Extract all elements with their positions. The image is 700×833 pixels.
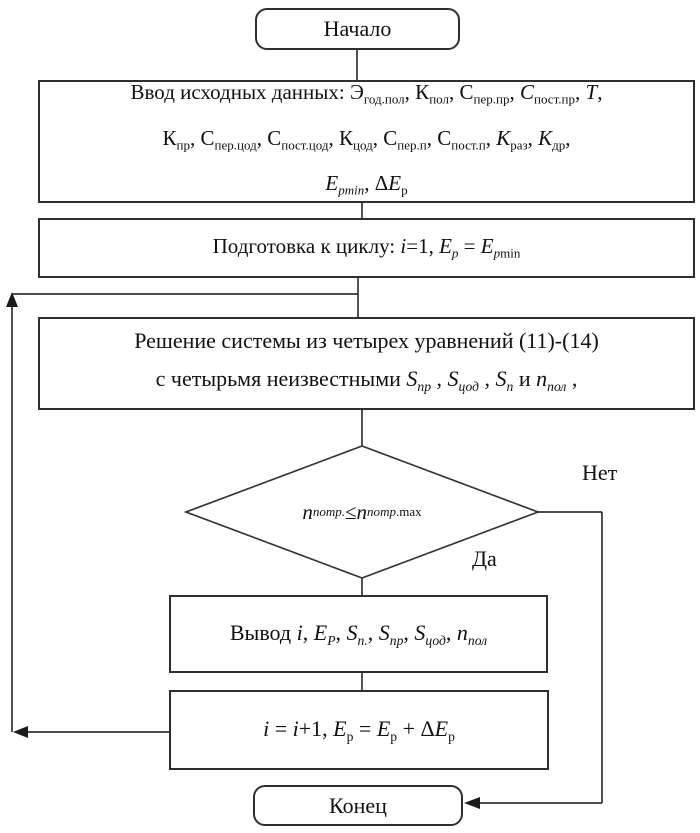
prep-process-box [38,218,695,278]
solve-process-box [38,317,695,410]
output-process-box [169,595,548,673]
prep-text: Подготовка к циклу: i=1, $E_p = E_{pmin}$ [212,234,521,261]
start-terminator [255,8,460,50]
input-process-box [38,80,695,203]
increment-text: i = i+1, $E_р = E_р + \Delta E_р$ [263,715,455,744]
input-line-1: Ввод исходных данных: $Э_{год.пол}$, $К_{пол}$, $С_{пер.пр}$, $С_{пост.пр}$, T, [130,80,603,107]
output-text: Вывод i, $E_P$, $S_{п.}$, $S_{пр}$, $S_{цод}$, $n_{пол}$ [229,619,488,648]
input-line-3: $E_{pmin}$, $\Delta E_р$ [325,171,408,198]
solve-line-1: Решение системы из четырех уравнений (11)-(14) [134,327,599,353]
increment-process-box [169,690,549,770]
arrowhead-feedback-left [13,726,28,738]
edge-label-yes: Да [472,546,497,571]
edge-label-no: Нет [582,460,618,485]
end-terminator [253,785,463,826]
solve-line-2: с четырьмя неизвестными $S_{пр}$ , $S_{цод}$ , $S_п$ и $n_{пол}$ , [155,365,578,394]
arrowhead-to-end [464,797,480,809]
input-line-2: $К_{пр}$, $С_{пер.цод}$, $С_{пост.цод}$, $К_{цод}$, $С_{пер.п}$, $С_{пост.п}$, $К_{раз}$, $К_{др}$, [162,125,571,153]
end-label: Конец [329,792,387,818]
decision-condition: n потр. ≤ n потр .max [302,499,422,524]
start-label: Начало [323,16,392,41]
